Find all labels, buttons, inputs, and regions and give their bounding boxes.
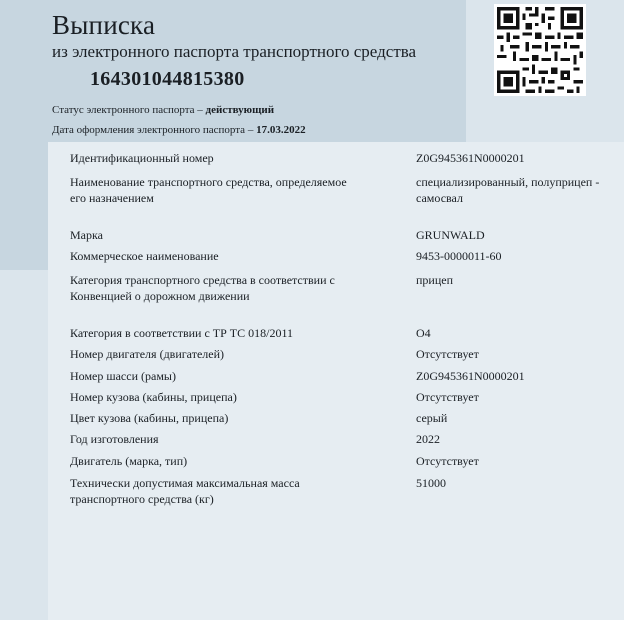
field-value: 2022 (416, 432, 440, 446)
field-label: Идентификационный номер (70, 151, 214, 165)
field-value: 51000 (416, 476, 446, 490)
status-label: Статус электронного паспорта – (52, 104, 206, 116)
left-background (0, 270, 48, 620)
field-label: Цвет кузова (кабины, прицепа) (70, 411, 229, 425)
status-value: действующий (205, 104, 275, 116)
field-value: Отсутствует (416, 454, 479, 468)
field-value: Отсутствует (416, 390, 479, 404)
field-value: Z0G945361N0000201 (416, 151, 525, 165)
passport-number: 164301044815380 (90, 68, 245, 90)
field-label: Номер двигателя (двигателей) (70, 347, 224, 361)
field-label: Категория в соответствии с ТР ТС 018/2011 (70, 326, 294, 340)
field-value: прицеп (416, 273, 454, 287)
document-title: Выписка (52, 10, 156, 40)
field-value: серый (416, 411, 448, 425)
field-value: специализированный, полуприцеп - самосвал (416, 175, 600, 205)
field-label: Номер кузова (кабины, прицепа) (70, 390, 237, 404)
field-label: Коммерческое наименование (70, 249, 219, 263)
field-value: O4 (416, 326, 431, 340)
field-value: 9453-0000011-60 (416, 249, 502, 263)
field-label: Номер шасси (рамы) (70, 369, 176, 383)
field-label: Категория транспортного средства в соответствии с Конвенцией о дорожном движении (70, 273, 335, 303)
date-value: 17.03.2022 (256, 124, 306, 136)
field-value: Отсутствует (416, 347, 479, 361)
field-label: Двигатель (марка, тип) (70, 454, 188, 468)
field-label: Наименование транспортного средства, определяемое его назначением (70, 175, 347, 205)
document-subtitle: из электронного паспорта транспортного средства (52, 42, 417, 61)
field-label: Технически допустимая максимальная масса транспортного средства (кг) (70, 476, 300, 506)
field-label: Марка (70, 228, 103, 242)
status-line (52, 104, 274, 116)
qr-code-icon (494, 4, 586, 96)
date-label: Дата оформления электронного паспорта – (52, 124, 257, 136)
field-label: Год изготовления (70, 432, 159, 446)
field-value: Z0G945361N0000201 (416, 369, 525, 383)
date-line (52, 124, 306, 136)
field-value: GRUNWALD (416, 228, 485, 242)
